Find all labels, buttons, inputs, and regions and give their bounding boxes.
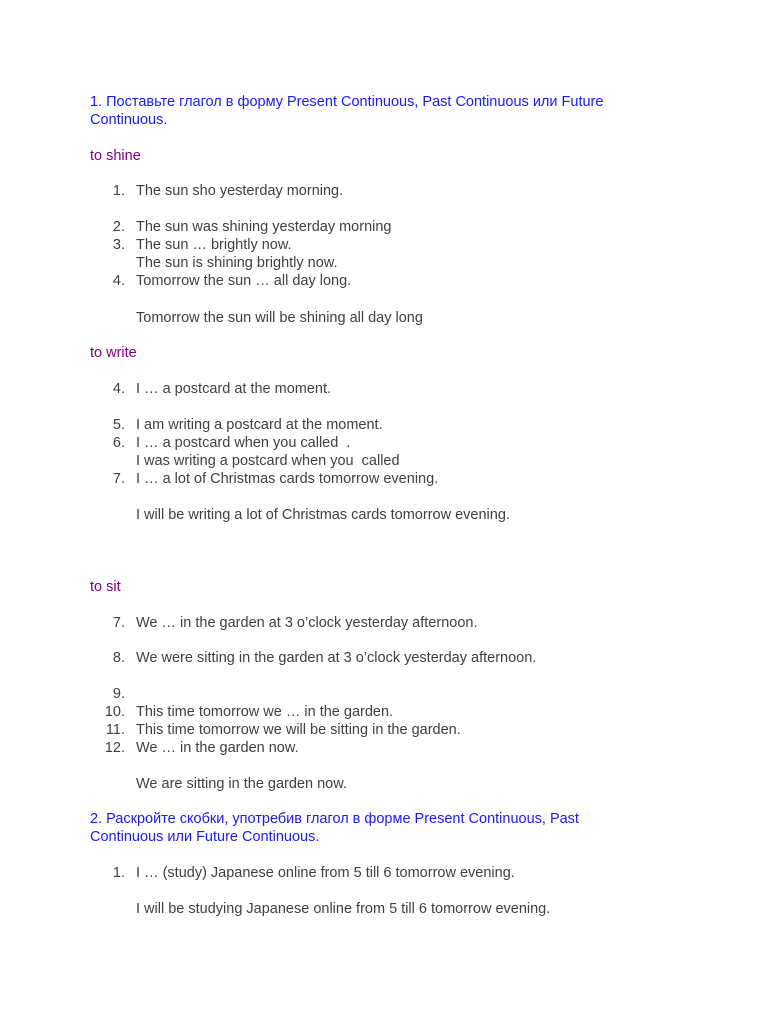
item-number: 6. [112, 435, 125, 451]
item-number: 11. [105, 722, 125, 738]
answer-line: The sun is shining brightly now. [136, 255, 338, 271]
item-number: 1. [112, 865, 125, 881]
answer-line: This time tomorrow we will be sitting in the garden. [136, 722, 461, 738]
item-number: 12. [104, 740, 125, 756]
exercise-line: The sun sho yesterday morning. [136, 183, 344, 199]
task1-heading: 1. Поставьте глагол в форму Present Continuous, Past Continuous или Future Continuous. [90, 94, 604, 128]
answer-line: Tomorrow the sun will be shining all day long [136, 310, 423, 326]
item-number: 2. [112, 219, 125, 235]
item-number: 9. [112, 686, 125, 702]
exercise-line: This time tomorrow we … in the garden. [136, 704, 394, 720]
exercise-line: The sun … brightly now. [136, 237, 292, 253]
answer-line: We were sitting in the garden at 3 o’clock yesterday afternoon. [136, 650, 537, 666]
answer-line: I am writing a postcard at the moment. [136, 417, 383, 433]
verb-to-write: to write [90, 345, 137, 361]
item-number: 10. [104, 704, 125, 720]
exercise-line: I … a lot of Christmas cards tomorrow evening. [136, 471, 439, 487]
item-number: 3. [112, 237, 125, 253]
item-number: 5. [112, 417, 125, 433]
item-number: 4. [112, 381, 125, 397]
item-number: 1. [112, 183, 125, 199]
exercise-line: Tomorrow the sun … all day long. [136, 273, 352, 289]
exercise-line: I … a postcard when you called . [136, 435, 351, 451]
answer-line: We are sitting in the garden now. [136, 776, 347, 792]
answer-line: The sun was shining yesterday morning [136, 219, 392, 235]
item-number: 4. [112, 273, 125, 289]
exercise-line: I … (study) Japanese online from 5 till 6 tomorrow evening. [136, 865, 515, 881]
exercise-line: We … in the garden now. [136, 740, 299, 756]
exercise-line: We … in the garden at 3 o’clock yesterday afternoon. [136, 615, 478, 631]
task2-heading: 2. Раскройте скобки, употребив глагол в форме Present Continuous, Past Continuous или Future Continuous. [90, 811, 579, 845]
verb-to-shine: to shine [90, 148, 141, 164]
exercise-line: I … a postcard at the moment. [136, 381, 332, 397]
item-number: 8. [112, 650, 125, 666]
verb-to-sit: to sit [90, 579, 121, 595]
item-number: 7. [112, 471, 125, 487]
answer-line: I was writing a postcard when you called [136, 453, 400, 469]
item-number: 7. [112, 615, 125, 631]
answer-line: I will be studying Japanese online from 5 till 6 tomorrow evening. [136, 901, 551, 917]
answer-line: I will be writing a lot of Christmas cards tomorrow evening. [136, 507, 510, 523]
